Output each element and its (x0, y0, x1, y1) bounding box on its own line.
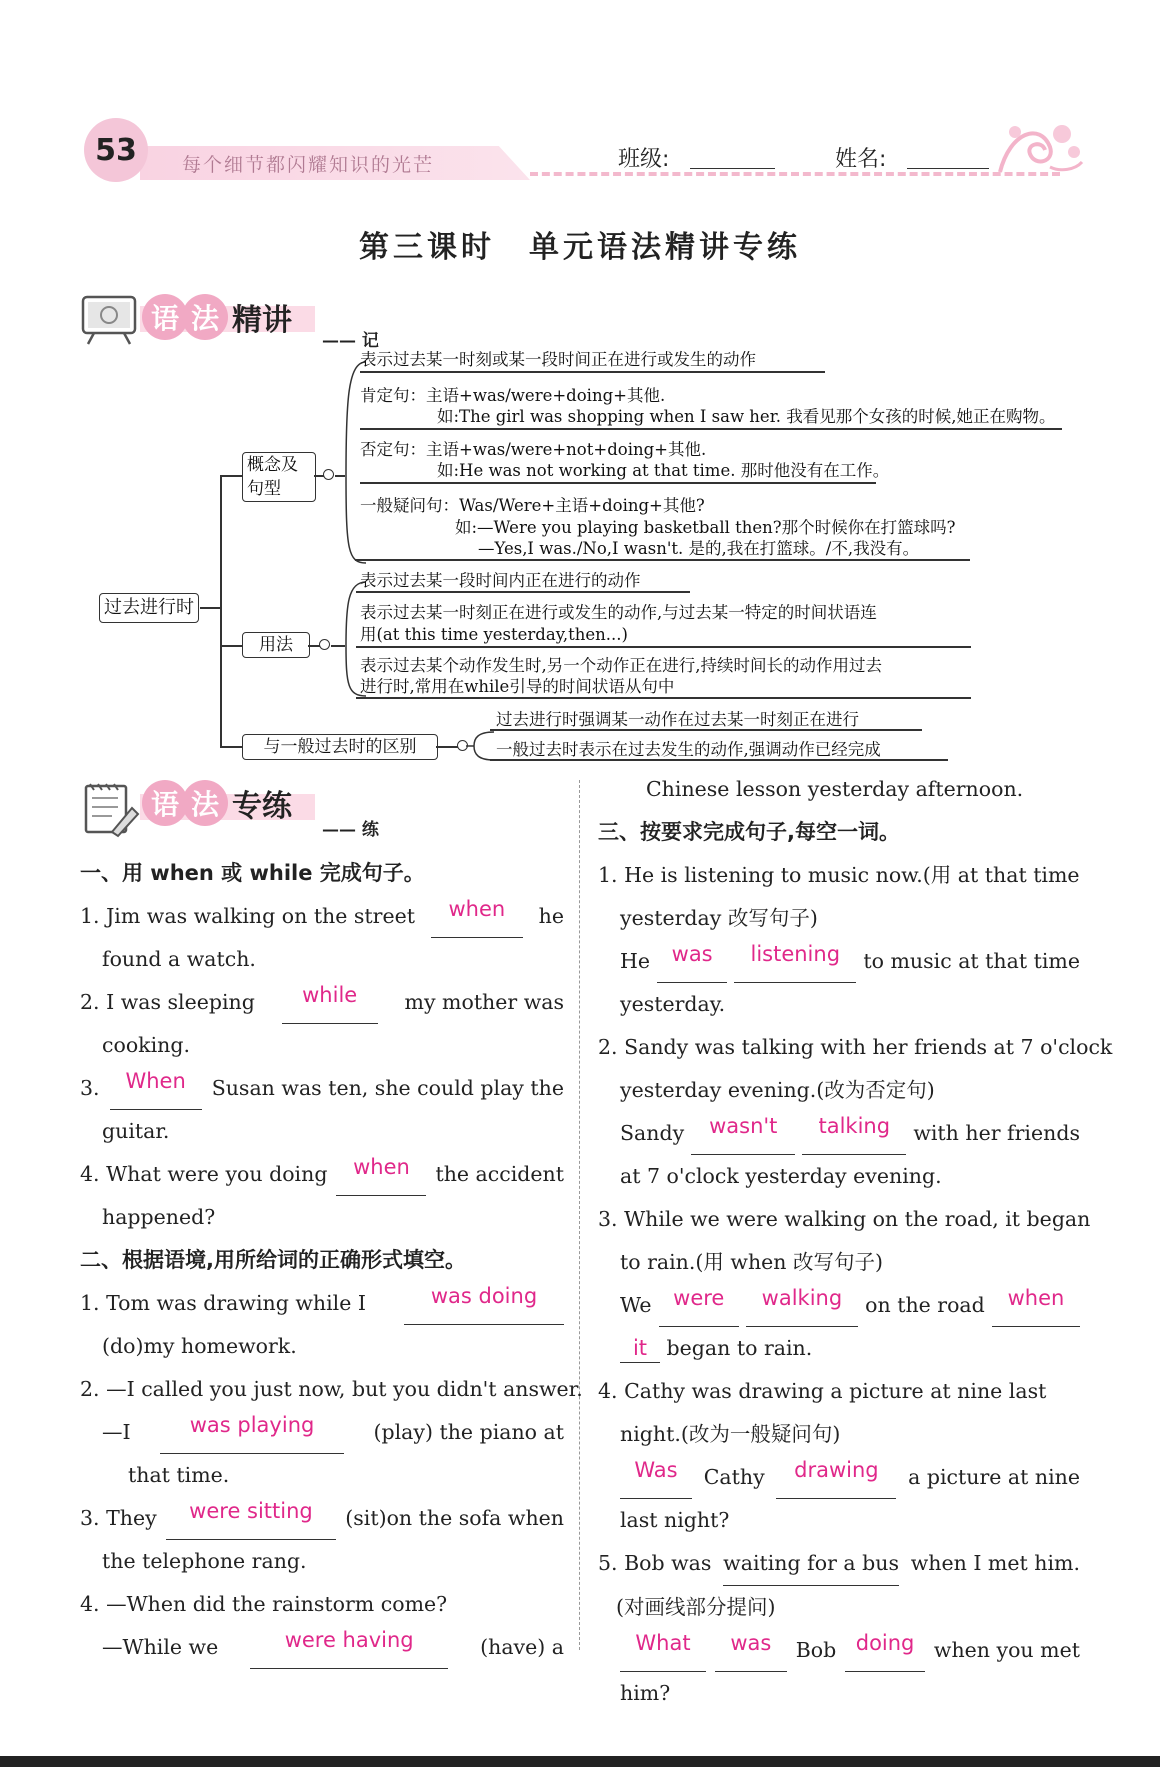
p3-q2-line1: 2. Sandy was talking with her friends at 7 o'clock (598, 1035, 1113, 1059)
p3-q3-answer-1: were (659, 1284, 739, 1327)
p2-q2-line3: that time. (128, 1463, 230, 1487)
p1-q3-answer: When (110, 1067, 202, 1110)
p3-q3-line2: to rain.(用 when 改写句子) (620, 1250, 884, 1274)
p3-q5-answer-1: What (620, 1629, 706, 1672)
mindmap-negative-1: 否定句：主语+was/were+not+doing+其他. (360, 440, 707, 459)
p3-q5-answer-2: was (715, 1629, 787, 1672)
part3-heading: 三、按要求完成句子,每空一词。 (598, 820, 900, 844)
header-dashed-line (530, 172, 1060, 176)
section1-note: —— 记 (322, 331, 379, 351)
mindmap-question-2: 如:—Were you playing basketball then?那个时候你在打篮球吗? (455, 518, 956, 537)
p2-q3-line1: 3. They were sitting (sit)on the sofa when (80, 1497, 564, 1540)
p3-q1-line3: He was listening to music at that time (598, 940, 1080, 983)
mindmap-affirmative-2: 如:The girl was shopping when I saw her. 我看见那个女孩的时候,她正在购物。 (437, 407, 1056, 426)
mindmap-usage-2a: 表示过去某一时刻正在进行或发生的动作,与过去某一特定的时间状语连 (360, 603, 877, 622)
p3-q2-line3: Sandy wasn't talking with her friends (598, 1112, 1080, 1155)
p3-q1-line2: yesterday 改写句子) (620, 906, 818, 930)
p3-q3-answer-4: it (620, 1334, 660, 1363)
section1-bubble-2: 法 (182, 294, 228, 340)
mindmap-diff-box: 与一般过去时的区别 (242, 734, 438, 760)
mindmap-negative-2: 如:He was not working at that time. 那时他没有在工作。 (437, 461, 890, 480)
section2-bubble-1: 语 (142, 780, 188, 826)
p3-q1-line4: yesterday. (620, 992, 726, 1016)
p1-q2-line2: cooking. (102, 1033, 190, 1057)
mindmap-affirmative-1: 肯定句：主语+was/were+doing+其他. (360, 386, 666, 405)
p1-q2-answer: while (282, 981, 378, 1024)
p1-q1-line1: 1. Jim was walking on the street when he (80, 895, 564, 938)
p3-q4-line4: last night? (620, 1508, 730, 1532)
p3-q1-line1: 1. He is listening to music now.(用 at that time (598, 863, 1080, 887)
p3-q3-line1: 3. While we were walking on the road, it began (598, 1207, 1091, 1231)
p3-q3-answer-2: walking (746, 1284, 858, 1327)
p2-q2-line2: —I was playing (play) the piano at (80, 1411, 564, 1454)
p1-q4-answer: when (336, 1153, 426, 1196)
p1-q1-line2: found a watch. (102, 947, 256, 971)
flower-ornament-icon (990, 112, 1085, 182)
p3-q5-line4: him? (620, 1681, 671, 1705)
page-number: 53 (84, 118, 148, 182)
mindmap-diff-2: 一般过去时表示在过去发生的动作,强调动作已经完成 (496, 740, 881, 759)
name-label: 姓名: (835, 147, 887, 172)
class-label: 班级: (618, 147, 670, 172)
p2-q2-answer: was playing (160, 1411, 344, 1454)
p3-q3-answer-3: when (992, 1284, 1080, 1327)
name-blank (907, 168, 989, 169)
section2-title: 专练 (232, 789, 292, 824)
mindmap-concept-box: 概念及句型 (242, 452, 316, 502)
p1-q2-line1: 2. I was sleeping while my mother was (80, 981, 564, 1024)
page-title: 第三课时 单元语法精讲专练 (359, 230, 801, 265)
p3-q4-line1: 4. Cathy was drawing a picture at nine last (598, 1379, 1047, 1403)
part1-heading: 一、用 when 或 while 完成句子。 (80, 861, 425, 885)
p2-q4-answer: were having (250, 1626, 448, 1669)
p3-q1-answer-1: was (657, 940, 727, 983)
section2-note: —— 练 (322, 820, 379, 840)
mindmap-usage-3b: 进行时,常用在while引导的时间状语从句中 (360, 677, 675, 696)
p2-q2-line1: 2. —I called you just now, but you didn't answer. (80, 1377, 583, 1401)
p2-q4-line2: —While we were having (have) a (80, 1626, 564, 1669)
p3-q2-line4: at 7 o'clock yesterday evening. (620, 1164, 942, 1188)
bottom-bar (0, 1756, 1160, 1767)
easel-icon (80, 294, 138, 346)
mindmap-definition: 表示过去某一时刻或某一段时间正在进行或发生的动作 (360, 350, 756, 369)
mindmap-usage-box: 用法 (242, 632, 310, 658)
p1-q1-answer: when (431, 895, 523, 938)
p3-q1-answer-2: listening (734, 940, 856, 983)
mindmap-question-3: —Yes,I was./No,I wasn't. 是的,我在打篮球。/不,我没有。 (478, 539, 920, 558)
p2-q3-answer: were sitting (166, 1497, 336, 1540)
left-column (80, 852, 583, 1669)
section1-title: 精讲 (232, 303, 292, 338)
p3-q5-line2: (对画线部分提问) (616, 1595, 776, 1619)
p2-q3-line2: the telephone rang. (102, 1549, 307, 1573)
p1-q4-line2: happened? (102, 1205, 216, 1229)
mindmap-usage-2b: 用(at this time yesterday,then...) (360, 625, 628, 644)
p2-q1-line2: (do)my homework. (102, 1334, 297, 1358)
p3-q5-answer-3: doing (845, 1629, 925, 1672)
p3-q4-answer-1: Was (620, 1456, 692, 1499)
column-divider (579, 780, 580, 1650)
section2-heading (142, 780, 292, 826)
part2-heading: 二、根据语境,用所给词的正确形式填空。 (80, 1248, 466, 1272)
section1-heading (142, 294, 292, 340)
p2-q1-answer: was doing (404, 1282, 564, 1325)
p3-q2-answer-2: talking (802, 1112, 906, 1155)
notepad-pencil-icon (82, 780, 140, 838)
p3-q4-line3: Was Cathy drawing a picture at nine (598, 1456, 1080, 1499)
p3-q5-underlined-phrase: waiting for a bus (723, 1542, 899, 1586)
p3-q2-answer-1: wasn't (691, 1112, 795, 1155)
p1-q4-line1: 4. What were you doing when the accident (80, 1153, 564, 1196)
class-blank (690, 168, 775, 169)
p2-q4-line3: Chinese lesson yesterday afternoon. (646, 777, 1024, 801)
p2-q1-line1: 1. Tom was drawing while I was doing (80, 1282, 564, 1325)
mindmap-question-1: 一般疑问句：Was/Were+主语+doing+其他? (360, 496, 705, 515)
mindmap-root: 过去进行时 (99, 593, 199, 623)
p1-q3-line2: guitar. (102, 1119, 170, 1143)
p1-q3-line1: 3. When Susan was ten, she could play the (80, 1067, 564, 1110)
p3-q3-line3: We were walking on the road when (598, 1284, 1080, 1327)
p3-q4-answer-2: drawing (776, 1456, 896, 1499)
p2-q4-line1: 4. —When did the rainstorm come? (80, 1592, 448, 1616)
p3-q3-line4: it began to rain. (598, 1327, 1080, 1370)
section2-bubble-2: 法 (182, 780, 228, 826)
header-slogan: 每个细节都闪耀知识的光芒 (182, 154, 435, 176)
right-column (598, 768, 1113, 1715)
p3-q2-line2: yesterday evening.(改为否定句) (620, 1078, 935, 1102)
section1-bubble-1: 语 (142, 294, 188, 340)
mindmap-usage-3a: 表示过去某个动作发生时,另一个动作正在进行,持续时间长的动作用过去 (360, 656, 882, 675)
p3-q5-line3: What was Bob doing when you met (598, 1629, 1080, 1672)
mindmap-diff-1: 过去进行时强调某一动作在过去某一时刻正在进行 (496, 710, 859, 729)
mindmap-usage-1: 表示过去某一段时间内正在进行的动作 (360, 571, 641, 590)
p3-q5-line1: 5. Bob was waiting for a bus when I met him. (598, 1542, 1080, 1586)
p3-q4-line2: night.(改为一般疑问句) (620, 1422, 841, 1446)
